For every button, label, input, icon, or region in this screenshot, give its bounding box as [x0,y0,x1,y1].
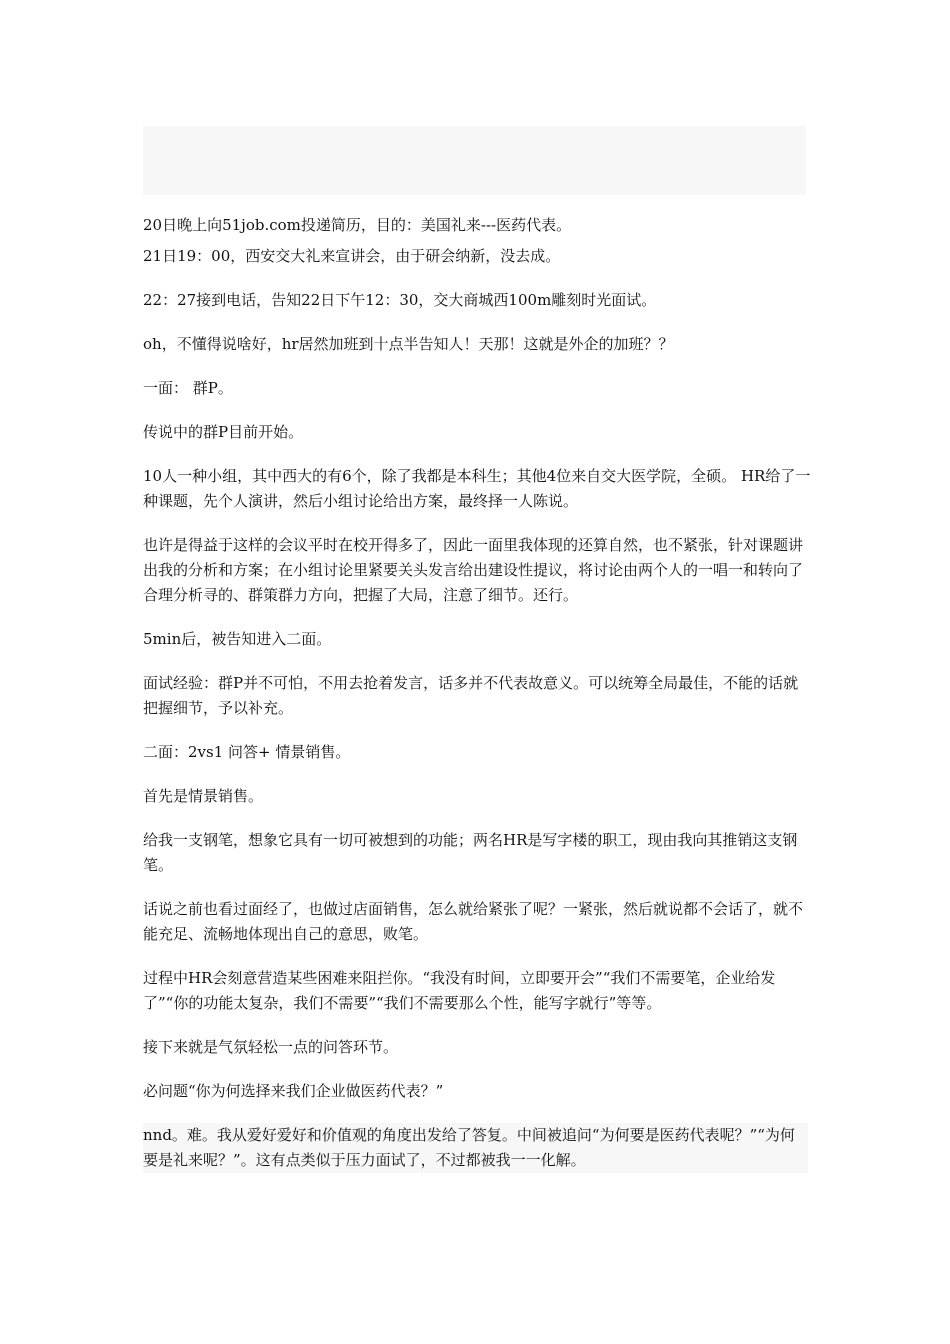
paragraph-13: 给我一支钢笔，想象它具有一切可被想到的功能；两名HR是写字楼的职工，现由我向其推销这支钢笔。 [143,831,798,874]
paragraph-2: 21日19：00，西安交大礼来宣讲会，由于研会纳新，没去成。 [143,247,561,265]
paragraph-11: 二面：2vs1 问答+ 情景销售。 [143,743,351,761]
paragraph-6: 传说中的群P目前开始。 [143,423,304,441]
article-body [143,213,811,1192]
paragraph-1: 20日晚上向51job.com投递简历，目的：美国礼来---医药代表。 [143,216,572,234]
paragraph-15: 过程中HR会刻意营造某些困难来阻拦你。“我没有时间，立即要开会”“我们不需要笔，企业给发了”“你的功能太复杂，我们不需要”“我们不需要那么个性，能写字就行”等等。 [143,969,776,1012]
paragraph-16: 接下来就是气氛轻松一点的问答环节。 [143,1038,399,1056]
paragraph-8: 也许是得益于这样的会议平时在校开得多了，因此一面里我体现的还算自然，也不紧张，针对课题讲出我的分析和方案；在小组讨论里紧要关头发言给出建设性提议，将讨论由两个人的一唱一和转向了合理分析寻的、群策群力方向，把握了大局，注意了细节。还行。 [143,536,804,604]
paragraph-18: nnd。难。我从爱好爱好和价值观的角度出发给了答复。中间被追问“为何要是医药代表呢？”“为何要是礼来呢？”。这有点类似于压力面试了，不过都被我一一化解。 [143,1123,808,1173]
header-shaded-box [143,126,806,195]
paragraph-14: 话说之前也看过面经了，也做过店面销售，怎么就给紧张了呢？一紧张，然后就说都不会话了，就不能充足、流畅地体现出自己的意思，败笔。 [143,900,804,943]
paragraph-10: 面试经验：群P并不可怕，不用去抢着发言，话多并不代表故意义。可以统筹全局最佳，不能的话就把握细节，予以补充。 [143,674,799,717]
paragraph-4: oh，不懂得说啥好，hr居然加班到十点半告知人！天那！这就是外企的加班？？ [143,335,674,353]
paragraph-12: 首先是情景销售。 [143,787,264,805]
paragraph-9: 5min后，被告知进入二面。 [143,630,332,648]
paragraph-5: 一面： 群P。 [143,379,233,397]
paragraph-17: 必问题“你为何选择来我们企业做医药代表？” [143,1082,444,1100]
paragraph-7: 10人一种小组，其中西大的有6个，除了我都是本科生；其他4位来自交大医学院，全硕。 HR给了一种课题，先个人演讲，然后小组讨论给出方案，最终择一人陈说。 [143,467,811,510]
paragraph-3: 22：27接到电话，告知22日下午12：30，交大商城西100m雕刻时光面试。 [143,291,657,309]
